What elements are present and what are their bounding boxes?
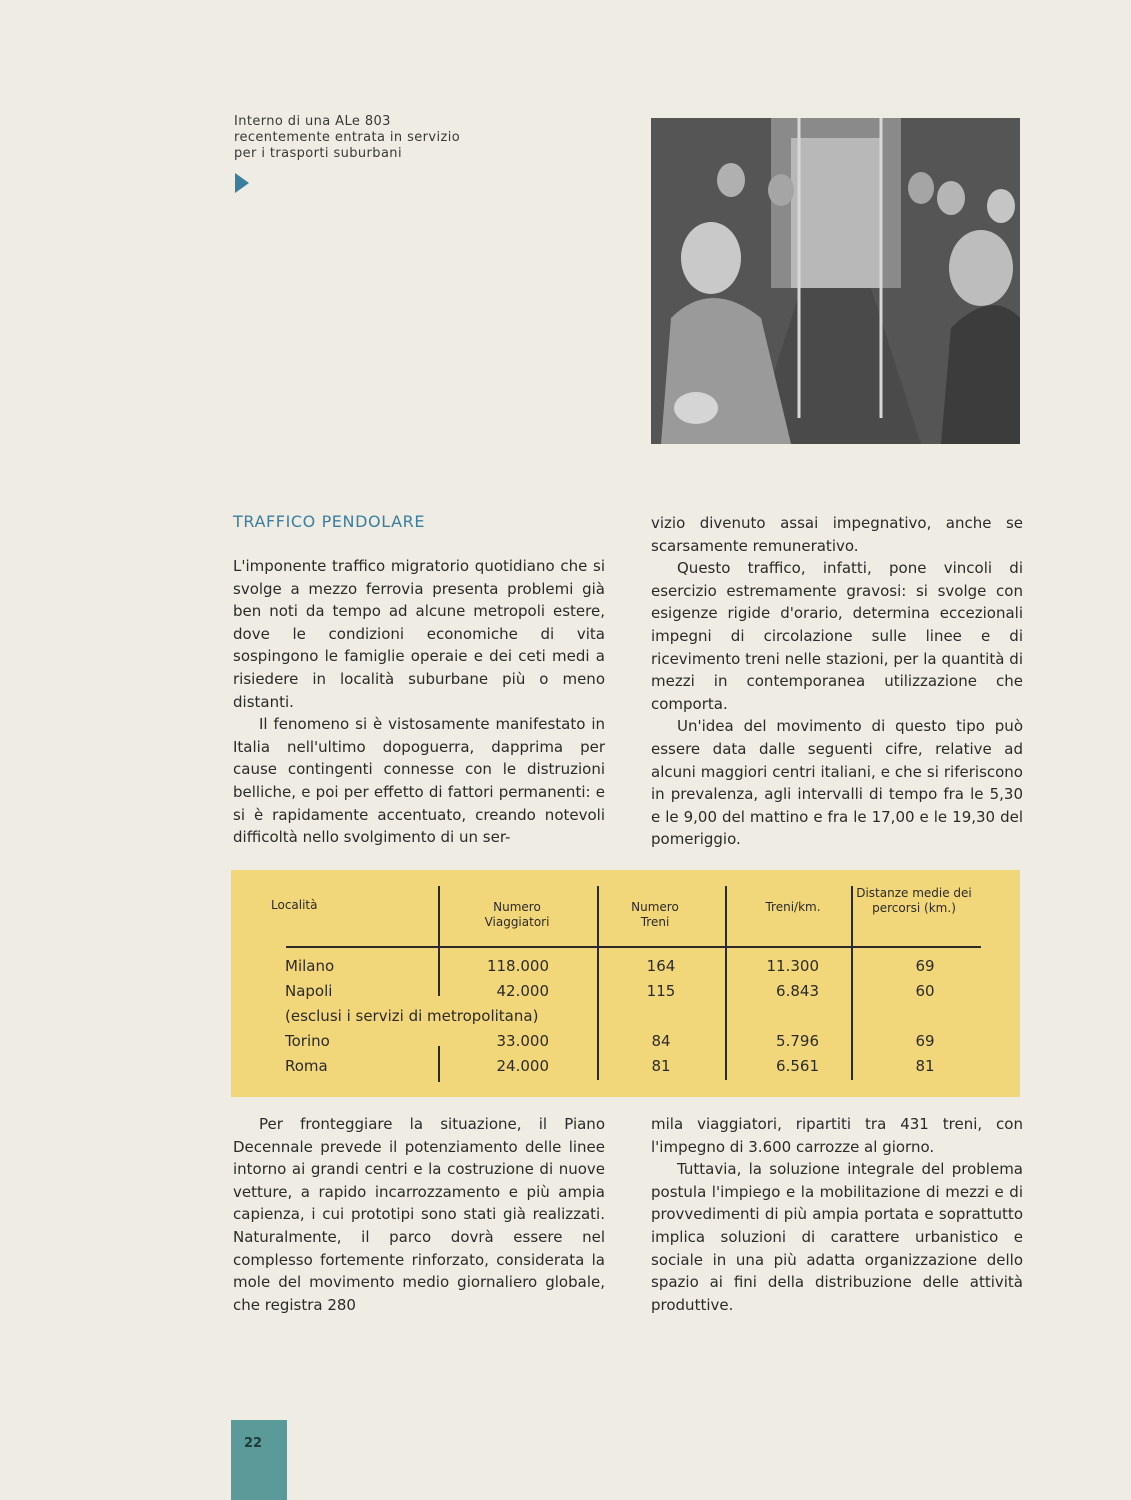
cell-treni: 81 [651,1057,671,1075]
text-column-2 [651,512,1023,851]
header-localita: Località [271,898,318,912]
cell-viaggiatori: 42.000 [496,982,549,1000]
cell-treni: 84 [651,1032,671,1050]
train-interior-photo [651,118,1020,444]
cell-treni-km: 6.843 [776,982,819,1000]
cell-treni-km: 6.561 [776,1057,819,1075]
column-divider [438,1046,440,1082]
cell-treni-km: 11.300 [766,957,819,975]
header-treni-km: Treni/km. [765,900,821,914]
column-divider [597,886,599,1080]
cell-viaggiatori: 118.000 [486,957,549,975]
paragraph: Tuttavia, la soluzione integrale del problema postula l'impiego e la mobilitazione di mezzi e di provvedimenti di più ampia portata e soprattutto implica soluzioni di carattere urbanistico e sociale in una più adatta organizzazione dello spazio ai fini della distribuzione delle attività produttive. [651,1160,1023,1314]
cell-treni: 164 [646,957,676,975]
paragraph: mila viaggiatori, ripartiti tra 431 treni, con l'impegno di 3.600 carrozze al giorno. [651,1115,1023,1156]
paragraph: L'imponente traffico migratorio quotidiano che si svolge a mezzo ferrovia presenta problemi già ben noti da tempo ad alcune metropoli estere, dove le condizioni economiche di vita sospingono le famiglie operaie e dei ceti medi a risiedere in località suburbane più o meno distanti. [233,557,605,711]
caption-line: per i trasporti suburbani [234,146,402,161]
photo-caption [234,114,494,162]
text-column-3 [233,1113,605,1316]
cell-city: Milano [285,957,335,975]
photo-illustration [651,118,1020,444]
section-heading: TRAFFICO PENDOLARE [233,512,426,531]
caption-line: recentemente entrata in servizio [234,130,461,145]
paragraph: Il fenomeno si è vistosamente manifestato in Italia nell'ultimo dopoguerra, dapprima per cause contingenti connesse con le distruzioni belliche, e poi per effetto di fattori permanenti: e si è rapidamente accentuato, creando notevoli difficoltà nello svolgimento di un ser- [233,715,605,847]
paragraph: vizio divenuto assai impegnativo, anche se scarsamente remunerativo. [651,514,1023,555]
page-number-tab [231,1420,287,1500]
paragraph: Per fronteggiare la situazione, il Piano Decennale prevede il potenziamento delle linee intorno ai grandi centri e la costruzione di nuove vetture, a rapido incarrozzamento e più ampia capienza, i cui prototipi sono stati già realizzati. Naturalmente, il parco dovrà essere nel complesso fortemente rinforzato, considerata la mole del movimento medio giornaliero globale, che registra 280 [233,1115,605,1314]
cell-viaggiatori: 33.000 [496,1032,549,1050]
column-divider [725,886,727,1080]
pointer-triangle-icon [235,173,249,193]
column-divider [438,886,440,946]
cell-distanza: 69 [915,1032,935,1050]
header-viaggiatori: Numero Viaggiatori [484,900,550,929]
cell-distanza: 69 [915,957,935,975]
table-note: (esclusi i servizi di metropolitana) [285,1007,539,1025]
paragraph: Un'idea del movimento di questo tipo può essere data dalle seguenti cifre, relative ad alcuni maggiori centri italiani, e che si riferiscono in prevalenza, agli intervalli di tempo fra le 5,30 e le 9,00 del mattino e fra le 17,00 e le 19,30 del pomeriggio. [651,717,1023,849]
commuter-traffic-table [231,870,1020,1097]
cell-city: Torino [285,1032,330,1050]
column-divider [851,886,853,1080]
paragraph: Questo traffico, infatti, pone vincoli di esercizio estremamente gravosi: si svolge con esigenze rigide d'orario, determina eccezionali impegni di circolazione sulle linee e di ricevimento treni nelle stazioni, per la quantità di mezzi in contemporanea utilizzazione che comporta. [651,559,1023,713]
text-column-1 [233,555,605,849]
cell-city: Napoli [285,982,333,1000]
cell-treni: 115 [646,982,676,1000]
cell-viaggiatori: 24.000 [496,1057,549,1075]
header-distanze: Distanze medie dei percorsi (km.) [856,886,972,915]
text-column-4 [651,1113,1023,1316]
cell-distanza: 81 [915,1057,935,1075]
column-divider [438,946,440,996]
cell-treni-km: 5.796 [776,1032,819,1050]
header-rule [286,946,981,948]
header-treni: Numero Treni [631,900,679,929]
caption-line: Interno di una ALe 803 [234,114,391,129]
cell-city: Roma [285,1057,328,1075]
cell-distanza: 60 [915,982,935,1000]
page-number: 22 [244,1436,263,1451]
